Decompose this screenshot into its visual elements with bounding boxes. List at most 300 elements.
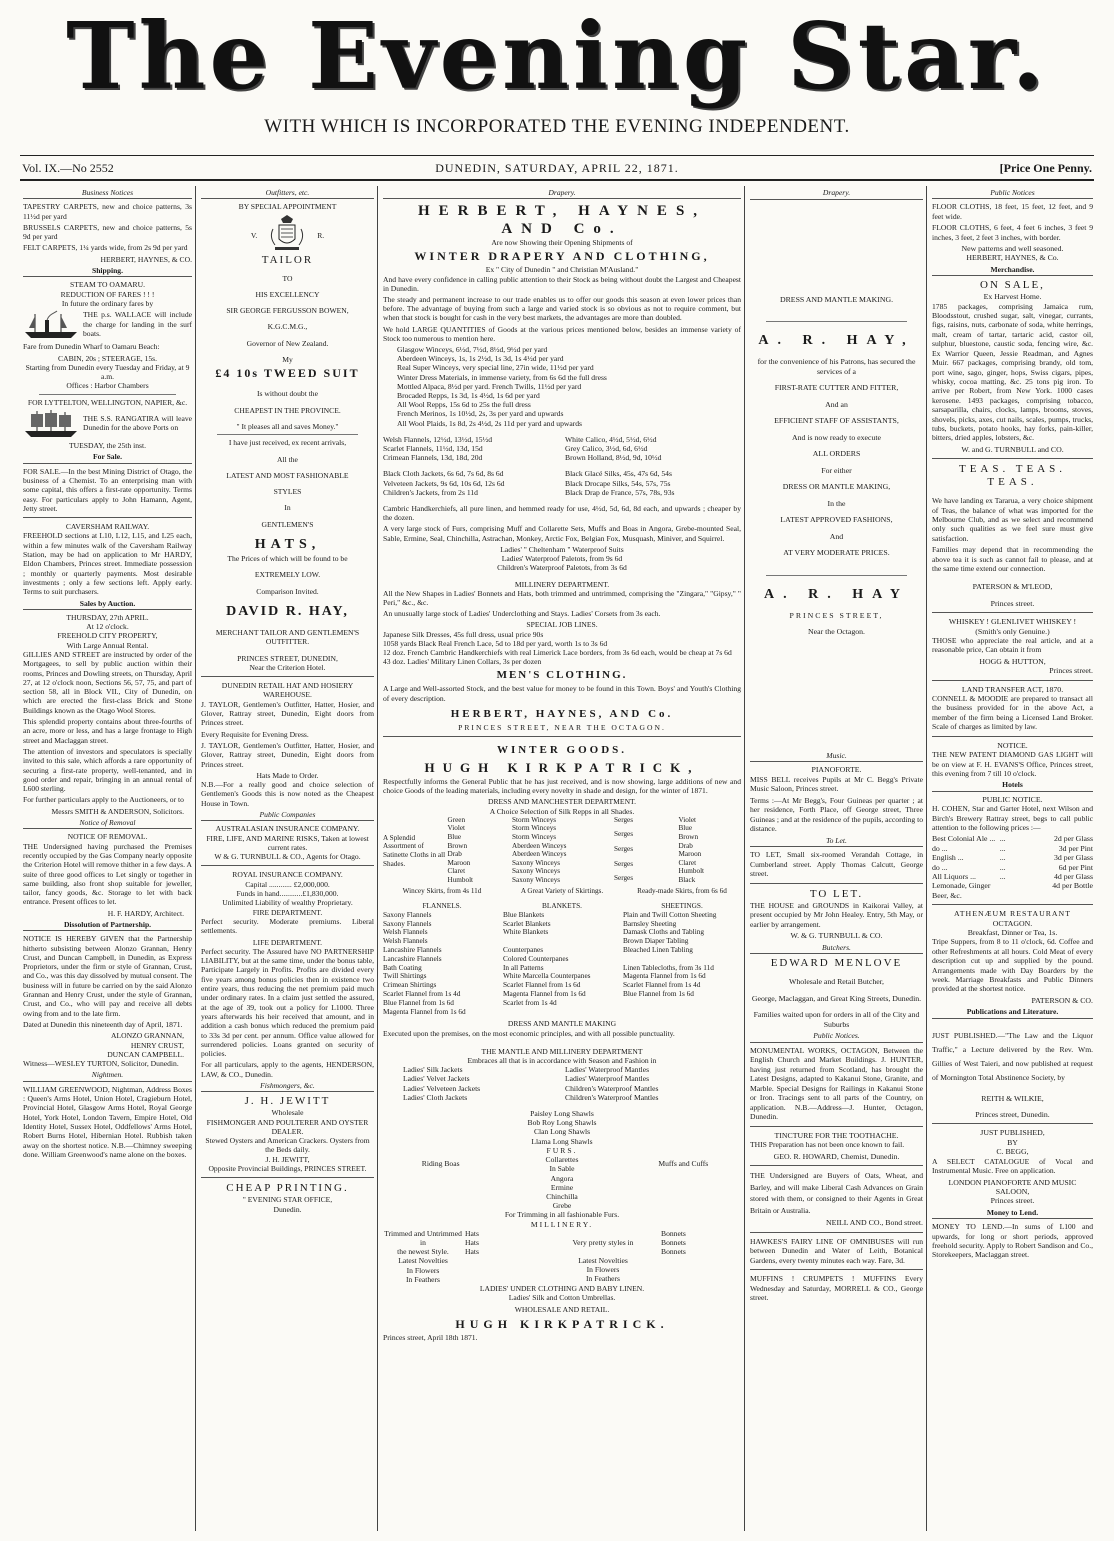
list-item: Blue Flannel from 1s 6d <box>623 989 694 999</box>
ad-text: MONUMENTAL WORKS, OCTAGON, Between the English Church and Market Buildings. J. HUNTER, having just returned from Scotland, has brought the Latest Designs, adapted to Kakanui Stone, Granite, and Marble. Special Designs for Railings in Kakanui Stone or Iron. Tracings sent to all parts of the Country, on application. N.B.—Address—J. Hunter, Octagon, Dunedin. <box>750 1045 923 1121</box>
ad-text: Terms :—At Mr Begg's, Four Guineas per quarter ; at her residence, Forth Place, off George street, Three Guineas ; and at the residence of the pupils, according to distance. <box>750 795 923 833</box>
list-item: Scarlet Flannel from 1s 6d <box>503 980 581 990</box>
ad-text: Capital ............ £2,000,000. <box>245 879 330 889</box>
list-item: Ladies' Waterproof Paletots, from 9s 6d <box>501 554 623 564</box>
list-item: In Feathers <box>406 1274 440 1284</box>
section-header: Nightmen. <box>23 1070 192 1081</box>
list-item: Clan Long Shawls <box>533 1127 591 1137</box>
ad-text: Princes street. <box>990 1196 1035 1206</box>
list-item: Grey Calico, 3½d, 6d, 6½d <box>565 444 648 454</box>
section-header: Notice of Removal <box>23 818 192 829</box>
list-item: Collarettes <box>545 1155 579 1165</box>
list-item: Linen Tablecloths, from 3s 11d <box>623 962 714 972</box>
ad-text: for the convenience of his Patrons, has secured the services of a <box>757 357 916 376</box>
ad-heading: STEAM TO OAMARU. <box>69 280 146 290</box>
ad-heading: AUSTRALASIAN INSURANCE COMPANY. <box>215 824 360 834</box>
ad-heading: SHEETINGS. <box>661 901 703 911</box>
list-item: Ermine <box>550 1182 574 1192</box>
list-item: Magenta Flannel from 1s 6d <box>503 989 586 999</box>
list-item: Crimean Flannels, 13d, 18d, 20d <box>383 453 483 463</box>
ad-text: Is without doubt the <box>257 389 318 399</box>
ad-text: A very large stock of Furs, comprising Muff and Collarette Sets, Muffs and Boas in Angora, Grebe-mounted Seal, Sable, Ermine, Seal, Chinchilla, Astrachan, Monkey, Arctic Fox, Belgian Fox, Musquash, Miniver, and Squirrel. <box>383 524 741 543</box>
list-item: Hats <box>465 1228 479 1238</box>
list-item: Ladies' Silk Jackets <box>403 1065 463 1075</box>
advertiser: GEO. R. HOWARD, Chemist, Dunedin. <box>773 1151 900 1161</box>
list-item: Serges <box>614 844 634 853</box>
ad-heading: LAND TRANSFER ACT, 1870. <box>961 684 1064 694</box>
list-item: Black Drap de France, 57s, 78s, 93s <box>565 487 675 497</box>
list-item: Welsh Flannels <box>383 936 428 946</box>
ad-text: Starting from Dunedin every Tuesday and Friday, at 9 a.m. <box>25 362 190 382</box>
column-2 <box>198 186 378 1531</box>
list-item: Ladies' Waterproof Mantles <box>565 1065 650 1075</box>
ad-text: And an <box>825 399 848 409</box>
ad-text: An unusually large stock of Ladies' Underclothing and Stays. Ladies' Corsets from 3s each. <box>383 609 661 619</box>
advertiser: J. H. JEWITT <box>244 1095 331 1108</box>
ad-heading: MILLINERY DEPARTMENT. <box>514 579 610 589</box>
list-item: Violet <box>678 815 697 824</box>
ad-text: THE Undersigned are Buyers of Oats, Wheat, and Barley, and will make Liberal Cash Advances on Grain stored with them, or consigned to their Agents in Great Britain or Australia. <box>750 1171 923 1215</box>
list-item: Humbolt <box>447 875 474 884</box>
list-item: Children's Jackets, from 2s 11d <box>383 487 478 497</box>
list-item: In Flowers <box>406 1265 440 1275</box>
ad-text: CABIN, 20s ; STEERAGE, 15s. <box>58 353 157 363</box>
item-price: 4d per Bottle <box>1052 881 1093 891</box>
ad-heading: DRESS AND MANTLE MAKING. <box>779 294 894 304</box>
ad-text: Hats Made to Order. <box>256 770 319 780</box>
list-item: Maroon <box>678 850 702 859</box>
ad-text: WILLIAM GREENWOOD, Nightman, Address Boxes : Queen's Arms Hotel, Union Hotel, Cragieburn Hotel, Provincial Hotel, Glasgow Arms Hotel, Royal George Hotel, York Hotel, London Tavern, Empire Hotel, Old Identity Hotel, Sussex Hotel, Oddfellows' Arms Hotel, Robert Burns Hotel, Hibernian Hotel. Rubbish taken away on the shortest notice. N.B.—Chimney sweeping done. William Greenwood's name alone on the boxes. <box>23 1084 192 1159</box>
ad-heading: CHEAPEST IN THE PROVINCE. <box>234 405 341 415</box>
list-item: Counterpanes <box>503 945 544 955</box>
advertiser: HUGH KIRKPATRICK. <box>455 1316 669 1331</box>
ad-heading: REDUCTION OF FARES ! ! ! <box>60 289 155 299</box>
ad-text: Wholesale <box>271 1108 304 1118</box>
list-item: Ladies' Velveteen Jackets <box>403 1083 481 1093</box>
advertiser: HERBERT, HAYNES, AND Co. <box>450 707 674 720</box>
price-row <box>932 853 1093 862</box>
ad-text: For either <box>821 465 852 475</box>
ad-heading: TAILOR <box>261 253 314 266</box>
list-item: Wincey Skirts, from 4s 11d <box>402 886 482 895</box>
price: [Price One Penny. <box>999 161 1092 175</box>
advertiser: NEILL AND CO., Bond street. <box>826 1218 923 1227</box>
item-price: 2d per Glass <box>1054 834 1093 844</box>
list-item: All Wool Repps, 15s 6d to 25s the full dress <box>397 400 531 410</box>
ad-heading: NOTICE. <box>997 740 1028 750</box>
ad-text: OCTAGON. <box>992 918 1033 928</box>
list-item: Riding Boas <box>421 1159 460 1169</box>
list-item: Brown <box>678 832 699 841</box>
advertiser: HERBERT, HAYNES, & Co. <box>966 253 1059 263</box>
list-item: In Flowers <box>586 1265 620 1275</box>
item-name: do ... <box>932 843 948 853</box>
ad-heading: EXTREMELY LOW. <box>254 570 321 580</box>
list-item: Brown <box>447 841 468 850</box>
list-item: Ladies' Cloth Jackets <box>403 1092 468 1102</box>
list-item: Scarlet Flannel from 1s 4d <box>383 989 461 999</box>
list-item: In Feathers <box>586 1274 620 1284</box>
list-item: Crimean Shirtings <box>383 980 437 990</box>
section-header: Public Notices <box>932 188 1093 199</box>
ad-heading: ROYAL INSURANCE COMPANY. <box>232 870 343 880</box>
ad-text: Funds in hand............£1,830,000. <box>236 889 339 899</box>
list-item: Bonnets <box>661 1247 686 1257</box>
price-row <box>932 834 1093 843</box>
newspaper-title: The Evening Star. <box>66 2 1048 110</box>
ad-heading: EFFICIENT STAFF OF ASSISTANTS, <box>774 416 899 425</box>
list-item: Serges <box>614 830 634 839</box>
list-item: 43 doz. Ladies' Military Linen Collars, 3s per dozen <box>383 657 542 667</box>
advertiser: W. & G. TURNBULL & CO. <box>790 931 883 940</box>
royal-crest-icon <box>267 215 307 251</box>
list-item: Llama Long Shawls <box>531 1136 593 1146</box>
list-item: the newest Style. <box>397 1247 449 1257</box>
ad-text: J. TAYLOR, Gentlemen's Outfitter, Hatter, Hosier, and Glover, Rattray street, Dunedin, Eight doors from Princes street. <box>201 740 374 769</box>
list-item: Brocaded Repps, 1s 3d, 1s 4½d, 1s 6d per yard <box>397 391 540 401</box>
advertiser: W. and G. TURNBULL and CO. <box>961 444 1064 454</box>
advertiser: W & G. TURNBULL & CO., Agents for Otago. <box>214 852 361 862</box>
goods-grid <box>383 816 741 885</box>
leader: ... <box>999 834 1006 844</box>
price-table <box>383 435 741 463</box>
list-item: All Wool Plaids, 1s 8d, 2s 4½d, 2s 11d per yard and upwards <box>397 418 583 428</box>
ad-text: V. <box>250 230 258 240</box>
ad-heading: LONDON PIANOFORTE AND MUSIC SALOON, <box>948 1177 1077 1196</box>
list-item: Brown Diaper Tabling <box>623 936 689 946</box>
list-item: Blue <box>678 824 693 833</box>
item-name: English ... <box>932 853 964 863</box>
item-price: 3d per Pint <box>1058 843 1093 853</box>
list-item: Blue Blankets <box>503 909 545 919</box>
ad-text: Opposite Provincial Buildings, PRINCES STREET. <box>208 1164 367 1174</box>
column-4 <box>747 186 927 1531</box>
ad-text: MUFFINS ! CRUMPETS ! MUFFINS Every Wednesday and Saturday, MORRELL & CO., George street. <box>750 1274 923 1302</box>
ad-heading: WHOLESALE AND RETAIL. <box>514 1305 610 1315</box>
list-item: Scarlet Blankets <box>503 918 551 928</box>
ad-heading: FREEHOLD CITY PROPERTY, <box>57 631 158 641</box>
ad-heading: PRINCES STREET, <box>789 610 884 620</box>
ad-heading: MEN'S CLOTHING. <box>496 669 628 682</box>
list-item: Grebe <box>552 1201 572 1211</box>
signer: ALONZO GRANNAN, <box>111 1031 184 1041</box>
list-item: Very pretty styles in <box>572 1237 634 1247</box>
ad-heading: LATEST AND MOST FASHIONABLE <box>226 470 349 480</box>
ad-text: BY <box>1007 1137 1018 1147</box>
list-item: Saxony Flannels <box>383 909 432 919</box>
list-item: Magenta Flannel from 1s 6d <box>623 971 706 981</box>
list-item: Scarlet Flannels, 11½d, 13d, 15d <box>383 444 483 454</box>
ad-text: K.G.C.M.G., <box>267 322 308 332</box>
price-row <box>932 863 1093 872</box>
ad-heading: ALL ORDERS <box>812 449 861 458</box>
ad-text: I have just received, ex recent arrivals, <box>228 438 347 448</box>
newspaper-subtitle: WITH WHICH IS INCORPORATED THE EVENING INDEPENDENT. <box>264 116 850 137</box>
list-item: Angora <box>550 1173 574 1183</box>
leader: ... <box>999 843 1006 853</box>
list-item: 12 doz. French Cambric Handkerchiefs with real Limerick Lace borders, from 3s 6d each, would be cheap at 7s 6d <box>383 647 732 657</box>
ad-text: Ex " City of Dunedin " and Christian M'Ausland." <box>485 265 639 275</box>
ad-text: A Large and Well-assorted Stock, and the best value for money to be found in this Town. Boys' and Youth's Clothing of every description. <box>383 684 741 703</box>
list-item: Maroon <box>447 858 471 867</box>
advertiser: A. R. HAY, <box>758 333 915 348</box>
carpet-ad: BRUSSELS CARPETS, new and choice patterns, 5s 9d per yard <box>23 222 192 242</box>
list-item: Real Super Winceys, very special line, 27in wide, 11½d per yard <box>397 363 594 373</box>
goods-grid <box>383 902 741 1016</box>
advertiser: Messrs SMITH & ANDERSON, Solicitors. <box>51 806 184 816</box>
column-5 <box>929 186 1096 1531</box>
ad-text: Breakfast, Dinner or Tea, 1s. <box>967 928 1058 937</box>
section-header: Shipping. <box>23 266 192 277</box>
list-item: Black Drocape Silks, 54s, 57s, 75s <box>565 478 671 488</box>
ad-text: Ex Harvest Home. <box>983 292 1042 302</box>
list-item: Twill Shirtings <box>383 971 427 981</box>
ad-text: In future the ordinary fares by <box>61 298 154 308</box>
ad-text: Tripe Suppers, from 8 to 11 o'clock, 6d. Coffee and other Refreshments at all hours. Cold Meat of every description cut up and supplied by the pound. Arrangements made with Day Boarders by the week. Marriage Breakfasts and Public Dinners provided at the shortest notice. <box>932 937 1093 994</box>
ad-text: FLOOR CLOTHS, 18 feet, 15 feet, 12 feet, and 9 feet wide. <box>932 202 1093 221</box>
item-price: 3d per Glass <box>1054 853 1093 863</box>
ad-heading: FIRST-RATE CUTTER AND FITTER, <box>774 383 899 392</box>
volume-number: Vol. IX.—No 2552 <box>22 161 114 175</box>
ad-text: THE HOUSE and GROUNDS in Kaikorai Valley, at present occupied by Mr John Healey. Entry, 5th May, or earlier by arrangement. <box>750 900 923 929</box>
ad-heading: AT VERY MODERATE PRICES. <box>783 548 890 557</box>
section-header: Business Notices <box>23 188 192 199</box>
section-header: Drapery. <box>750 188 923 200</box>
ad-text: THIS Preparation has not been once known to fail. <box>750 1140 905 1149</box>
ad-text: Witness—WESLEY TURTON, Solicitor, Dunedin. <box>23 1059 179 1069</box>
item-name: do ... <box>932 862 948 872</box>
ad-text: Cambric Handkerchiefs, all pure linen, and hemmed ready for use, 4½d, 5d, 6d, 8d each, and upwards ; cheaper by the dozen. <box>383 504 741 523</box>
carpet-ad: TAPESTRY CARPETS, new and choice patterns, 3s 11½d per yard <box>23 202 192 221</box>
section-header: To Let. <box>750 836 923 848</box>
ad-text: George, Maclaggan, and Great King Streets, Dunedin. <box>751 993 922 1003</box>
ad-heading: PIANOFORTE. <box>811 765 862 774</box>
list-item: Velveteen Jackets, 9s 6d, 10s 6d, 12s 6d <box>383 478 505 488</box>
section-header: Publications and Literature. <box>932 1007 1093 1018</box>
list-item: Claret <box>447 867 466 876</box>
list-item: Damask Cloths and Tabling <box>623 927 705 937</box>
list-item: Latest Novelties <box>398 1256 448 1266</box>
ad-text: THE NEW PATENT DIAMOND GAS LIGHT will be on view at F. H. EVANS'S Office, Princes street, this evening from 7 till 10 o'clock. <box>932 750 1093 778</box>
ad-text: The Prices of which will be found to be <box>227 554 348 564</box>
ad-text: FREEHOLD sections at L10, L12, L15, and L25 each, within a few minutes walk of the Caversham Railway Station, may be had on application to Mr HARDY, Eldon Chambers, Princes street. Immediate possession ; monthly or quarterly payments. Most desirable investments ; only a few sections left. Apply early. Terms to suit purchasers. <box>23 531 192 597</box>
list-item: 1058 yards Black Real French Lace, 5d to 18d per yard, worth 1s to 3s 6d <box>383 638 608 648</box>
section-header: Public Notices. <box>750 1031 923 1043</box>
ad-text: H. COHEN, Star and Garter Hotel, next Wilson and Birch's Brewery Rattray street, begs to call public attention to the following prices :— <box>932 804 1093 832</box>
ad-text: TO <box>282 273 293 283</box>
ad-text: This splendid property contains about three-fourths of an acre, more or less, and has a large frontage to High street and Maclaggan street. <box>23 717 192 745</box>
list-item: Ladies' " Cheltenham " Waterproof Suits <box>500 544 624 554</box>
item-price: 4d per Glass <box>1054 871 1093 881</box>
mantle-table <box>383 1065 741 1102</box>
list-item: in <box>420 1237 426 1247</box>
ad-text: Near the Octagon. <box>808 627 865 636</box>
ad-text: A Choice Selection of Silk Repps in all Shades. <box>489 806 635 816</box>
list-item: Bob Roy Long Shawls <box>527 1118 597 1128</box>
ad-heading: PRINCES STREET, DUNEDIN, <box>237 653 338 663</box>
ad-heading: JUST PUBLISHED, <box>980 1128 1045 1138</box>
ad-text: Embraces all that is in accordance with Season and Fashion in <box>467 1056 657 1066</box>
section-header: Money to Lend. <box>932 1208 1093 1219</box>
ad-text: Families waited upon for orders in all of the City and Suburbs <box>753 1010 920 1029</box>
ad-heading: LATEST APPROVED FASHIONS, <box>780 515 893 524</box>
advertiser: PATERSON & CO. <box>1031 995 1093 1005</box>
furs-table <box>383 1155 741 1210</box>
ad-text: In <box>284 503 291 513</box>
list-item: Storm Winceys <box>512 824 557 833</box>
advertiser: PATERSON & M'LEOD, <box>972 582 1053 592</box>
ad-heading: LIFE DEPARTMENT. <box>252 937 323 947</box>
ad-text: Ladies' Silk and Cotton Umbrellas. <box>508 1293 616 1303</box>
ad-heading: SPECIAL JOB LINES. <box>526 620 598 630</box>
price-row <box>932 881 1093 900</box>
list-item: Humbolt <box>678 867 705 876</box>
ship-ad <box>23 409 192 439</box>
signer: HENRY CRUST, <box>130 1040 184 1050</box>
ad-text: My <box>282 355 293 365</box>
ad-text: HAWKES'S FAIRY LINE OF OMNIBUSES will run between Dunedin and Water of Leith, Botanical Gardens, every twenty minutes each way. Fare, 3d. <box>750 1236 923 1265</box>
ad-heading: HIS EXCELLENCY <box>255 289 320 299</box>
price-row <box>932 872 1093 881</box>
ad-text: For all particulars, apply to the agents, HENDERSON, LAW, & CO., Dunedin. <box>201 1060 374 1079</box>
list-item: Ladies' Waterproof Mantles <box>565 1074 650 1084</box>
list-item: Welsh Flannels <box>383 927 428 937</box>
ad-text: Dated at Dunedin this nineteenth day of April, 1871. <box>23 1019 183 1029</box>
ad-text: A SELECT CATALOGUE of Vocal and Instrumental Music. Free on application. <box>932 1156 1093 1176</box>
ad-text: Princes street, Dunedin. <box>975 1110 1050 1120</box>
ad-heading: LADIES' UNDER CLOTHING AND BABY LINEN. <box>479 1283 645 1293</box>
list-item: In Sable <box>549 1164 575 1174</box>
royal-arms <box>201 215 374 251</box>
ad-text: With Large Annual Rental. <box>66 640 149 650</box>
advertiser: C. BEGG, <box>996 1147 1029 1157</box>
ad-text: All the <box>277 454 298 464</box>
section-header: Merchandise. <box>932 265 1093 276</box>
list-item: French Merinos, 1s 10½d, 2s, 3s per yard and upwards <box>397 409 564 419</box>
list-item: Ready-made Skirts, from 6s 6d <box>637 886 727 895</box>
advertiser: EDWARD MENLOVE <box>770 957 903 969</box>
list-item: Lancashire Flannels <box>383 945 442 955</box>
ad-heading: NOTICE OF REMOVAL. <box>67 832 148 842</box>
list-item: Bleached Linen Tabling <box>623 945 693 955</box>
skirt-row <box>383 887 741 896</box>
ad-text: Executed upon the premises, on the most economic principles, and with all possible punctuality. <box>383 1028 675 1038</box>
list-item: White Calico, 4½d, 5½d, 6½d <box>565 434 657 444</box>
list-item: Winter Dress Materials, in immense variety, from 6s 6d the full dress <box>397 372 607 382</box>
wincey-list <box>383 345 741 428</box>
list-item: Serges <box>614 815 634 824</box>
ad-heading: TEAS. TEAS. TEAS. <box>958 463 1067 489</box>
list-item: Black <box>678 875 696 884</box>
ad-text: THE Undersigned having purchased the Premises recently occupied by the Gas Company nearly opposite the Criterion Hotel will remove thither in a few days. A suite of three good offices to Let singly or together in same building, also front shop suitable for jeweller, tailor, fancy goods, &c. Storage to let with back entrance. Present offices to let. <box>23 841 192 907</box>
ad-heading: WHISKEY ! GLENLIVET WHISKEY ! <box>948 617 1077 627</box>
list-item: Children's Waterproof Paletots, from 3s 6d <box>497 563 627 573</box>
ad-heading: WINTER GOODS. <box>496 743 628 756</box>
list-item: Japanese Silk Dresses, 45s full dress, usual price 90s <box>383 629 544 639</box>
ad-text: " EVENING STAR OFFICE, <box>242 1195 333 1205</box>
ad-heading: FOR LYTTELTON, WELLINGTON, NAPIER, &c. <box>27 397 188 407</box>
list-item: Latest Novelties <box>578 1255 628 1265</box>
list-item: In all Patterns <box>503 962 544 972</box>
ad-text: MONEY TO LEND.—In sums of L100 and upwards, for long or short periods, approved freehold security. Apply to Robert Sandison and Co., Storekeepers, Maclaggan street. <box>932 1222 1093 1260</box>
list-item: Storm Winceys <box>512 832 557 841</box>
ad-text: And <box>829 531 844 541</box>
ad-heading: ON SALE, <box>980 279 1045 292</box>
ad-heading: FURS. <box>546 1145 578 1155</box>
column-1 <box>20 186 196 1531</box>
ad-heading: £4 10s TWEED SUIT <box>215 366 360 381</box>
list-item: Blue Flannel from 1s 6d <box>383 997 454 1007</box>
advertiser: DAVID R. HAY, <box>226 603 349 619</box>
ad-heading: STYLES <box>273 487 302 497</box>
list-item: Aberdeen Winceys <box>512 841 567 850</box>
item-name: All Liquors ... <box>932 871 976 881</box>
ad-heading: HATS, <box>254 537 321 553</box>
list-item: Brown Holland, 8½d, 9d, 10½d <box>565 453 662 463</box>
ad-text: NOTICE IS HEREBY GIVEN that the Partnership hitherto subsisting between Alonzo Grannan, Henry Crust, and Duncan Campbell, in Dunedin, as Express Proprietors, under the firm or style of Grannan, Crust, and Co., was this day dissolved by mutual consent. The business will in future be carried on by the said Alonzo Grannan and Henry Crust, under the style of Grannan, Crust, and Co., who will pay and receive all debts owing from and to the late firm. <box>23 934 192 1018</box>
ad-heading: MERCHANT TAILOR AND GENTLEMEN'S OUTFITTER. <box>215 627 360 647</box>
ad-text: TO LET, Small six-roomed Verandah Cottage, in Cumberland street. Apply Thomas Calcutt, George street. <box>750 850 923 878</box>
ad-text: For further particulars apply to the Auctioneers, or to <box>23 795 184 805</box>
section-header: Drapery. <box>383 188 741 199</box>
price-list <box>932 834 1093 900</box>
ad-text: In the <box>827 498 846 508</box>
ad-text: GILLIES AND STREET are instructed by order of the Mortgagees, to sell by public auction within their rooms, Princes and Dowling streets, on Thursday, April 27, at 12 o'clock noon, Sections 56, 57, 75, and part of section 58, all in Block VII., City of Dunedin, on which are erected the first-class Brick and Stone Buildings known as the Otago Wool Stores. <box>23 649 192 715</box>
ad-text: And have every confidence in calling public attention to their Stock as being without doubt the Largest and Cheapest in Dunedin. <box>383 274 741 293</box>
advertiser: J. H. JEWITT, <box>265 1154 310 1164</box>
ad-text: FIRE, LIFE, AND MARINE RISKS, Taken at lowest current rates. <box>206 833 369 852</box>
list-item: Children's Waterproof Mantles <box>565 1083 659 1093</box>
leader <box>1000 881 1026 900</box>
list-item: Green <box>447 815 466 824</box>
advertiser: HERBERT, HAYNES, & CO. <box>100 254 192 264</box>
leader: ... <box>999 871 1006 881</box>
list-item: Ladies' Velvet Jackets <box>403 1074 470 1084</box>
ad-text: Respectfully informs the General Public that he has just received, and is now showing, large additions of new and choice Goods of the leading materials, including every novelty in shade and design, for the winter of 1871. <box>383 776 741 796</box>
sailing-ship-icon <box>23 409 79 439</box>
section-header: Public Companies <box>201 810 374 821</box>
ad-text: N.B.—For a really good and choice selection of Gentlemen's Goods this is now noted as the Cheapest House in Town. <box>201 780 374 808</box>
ad-heading: TO LET. <box>809 887 864 900</box>
ad-text: Perfect security. The Assured have NO PARTNERSHIP LIABILITY, but at the same time, under the bonus table, Participate Largely in Profits. Profits are divided every five years among bonus policies then in existence two entire years, thus reducing the net premium paid much under ordinary rates. In a claim just settled the assured, at the age of 39, took out a policy for L1000. Three years afterwards his heir received that amount, and in addition a cash bonus which reduced the premium paid to 33s 3d per cent. per annum. Office value allowed for surrendered policies. Loans granted on security of policies. <box>201 946 374 1059</box>
ad-heading: SIR GEORGE FERGUSSON BOWEN, <box>226 306 349 316</box>
list-item: Muffs and Cuffs <box>658 1159 709 1169</box>
ad-text: We have landing ex Tararua, a very choice shipment of Teas, the balance of what was imported for the Melbourne Club, and as we select and recommend only such qualities as we feel sure must give satisfaction. <box>932 496 1093 543</box>
list-item: Saxony Flannels <box>383 918 432 928</box>
list-item: Colored Counterpanes <box>503 953 569 963</box>
ad-text: Fare from Dunedin Wharf to Oamaru Beach: <box>23 342 160 352</box>
list-item: Barnsley Sheeting <box>623 918 677 928</box>
ad-heading: BY SPECIAL APPOINTMENT <box>238 202 337 212</box>
price-table <box>383 469 741 497</box>
ad-text: THE p.s. WALLACE will include the charge for landing in the surf boats. <box>83 310 192 338</box>
list-item: Bath Coating <box>383 962 422 972</box>
list-item: Violet <box>447 824 466 833</box>
signer: DUNCAN CAMPBELL. <box>107 1049 184 1059</box>
carpet-ad: FELT CARPETS, 1¼ yards wide, from 2s 9d per yard <box>23 243 188 253</box>
ad-text: Families may depend that in recommending the above tea it is such as cannot fail to please, and at the same time extend our connection. <box>932 545 1093 573</box>
list-item: Bonnets <box>661 1228 686 1238</box>
millinery-table <box>383 1229 741 1284</box>
column-3 <box>380 186 745 1531</box>
ad-heading: TINCTURE FOR THE TOOTHACHE. <box>774 1130 899 1140</box>
section-header: Sales by Auction. <box>23 599 192 610</box>
ad-heading: DRESS OR MANTLE MAKING, <box>782 482 891 491</box>
ad-text: We hold LARGE QUANTITIES of Goods at the various prices mentioned below, besides an immense variety of Stock too numerous to mention here. <box>383 324 741 343</box>
steamship-icon <box>23 310 79 340</box>
ad-heading: CHEAP PRINTING. <box>226 1182 349 1195</box>
ad-text: MISS BELL receives Pupils at Mr C. Begg's Private Music Saloon, Princes street. <box>750 774 923 793</box>
